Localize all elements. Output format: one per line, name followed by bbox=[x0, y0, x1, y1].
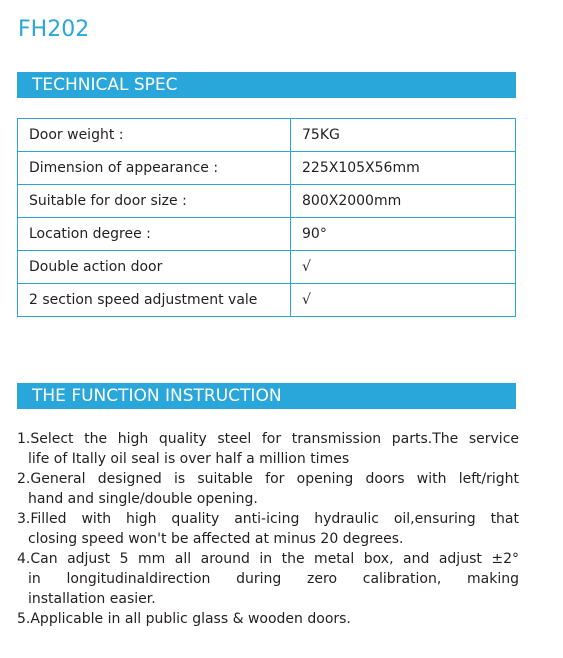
spec-row-door-size bbox=[18, 185, 516, 218]
spec-value: 225X105X56mm bbox=[291, 152, 516, 185]
spec-label: Location degree : bbox=[18, 218, 291, 251]
instruction-line: 2.General designed is suitable for opening doors with left/right bbox=[17, 471, 519, 487]
spec-label: Door weight : bbox=[18, 119, 291, 152]
check-mark-icon: √ bbox=[291, 251, 516, 284]
instruction-line: 5.Applicable in all public glass & wooden doors. bbox=[17, 611, 351, 627]
instruction-item bbox=[17, 549, 519, 609]
spec-label: Double action door bbox=[18, 251, 291, 284]
technical-spec-heading: TECHNICAL SPEC bbox=[17, 72, 516, 98]
spec-label: Suitable for door size : bbox=[18, 185, 291, 218]
spec-row-door-weight bbox=[18, 119, 516, 152]
spec-value: 90° bbox=[291, 218, 516, 251]
instruction-line: 4.Can adjust 5 mm all around in the metal box, and adjust ±2° bbox=[17, 551, 519, 567]
technical-spec-table bbox=[17, 118, 516, 317]
instruction-item bbox=[17, 429, 519, 469]
instruction-item bbox=[17, 469, 519, 509]
instruction-item bbox=[17, 609, 519, 629]
spec-row-speed-adjustment bbox=[18, 284, 516, 317]
spec-row-double-action bbox=[18, 251, 516, 284]
function-instruction-list bbox=[17, 429, 519, 629]
spec-label: Dimension of appearance : bbox=[18, 152, 291, 185]
spec-label: 2 section speed adjustment vale bbox=[18, 284, 291, 317]
spec-row-location-degree bbox=[18, 218, 516, 251]
spec-row-dimension bbox=[18, 152, 516, 185]
check-mark-icon: √ bbox=[291, 284, 516, 317]
instruction-line: installation easier. bbox=[28, 591, 156, 607]
model-number: FH202 bbox=[18, 17, 90, 42]
function-instruction-heading: THE FUNCTION INSTRUCTION bbox=[17, 383, 516, 409]
instruction-line: closing speed won't be affected at minus 20 degrees. bbox=[28, 531, 404, 547]
instruction-item bbox=[17, 509, 519, 549]
spec-value: 800X2000mm bbox=[291, 185, 516, 218]
instruction-line: life of Itally oil seal is over half a million times bbox=[28, 451, 350, 467]
instruction-line: 1.Select the high quality steel for transmission parts.The service bbox=[17, 431, 519, 447]
spec-value: 75KG bbox=[291, 119, 516, 152]
instruction-line: hand and single/double opening. bbox=[28, 491, 258, 507]
instruction-line: 3.Filled with high quality anti-icing hydraulic oil,ensuring that bbox=[17, 511, 519, 527]
instruction-line: in longitudinaldirection during zero calibration, making bbox=[28, 571, 519, 587]
